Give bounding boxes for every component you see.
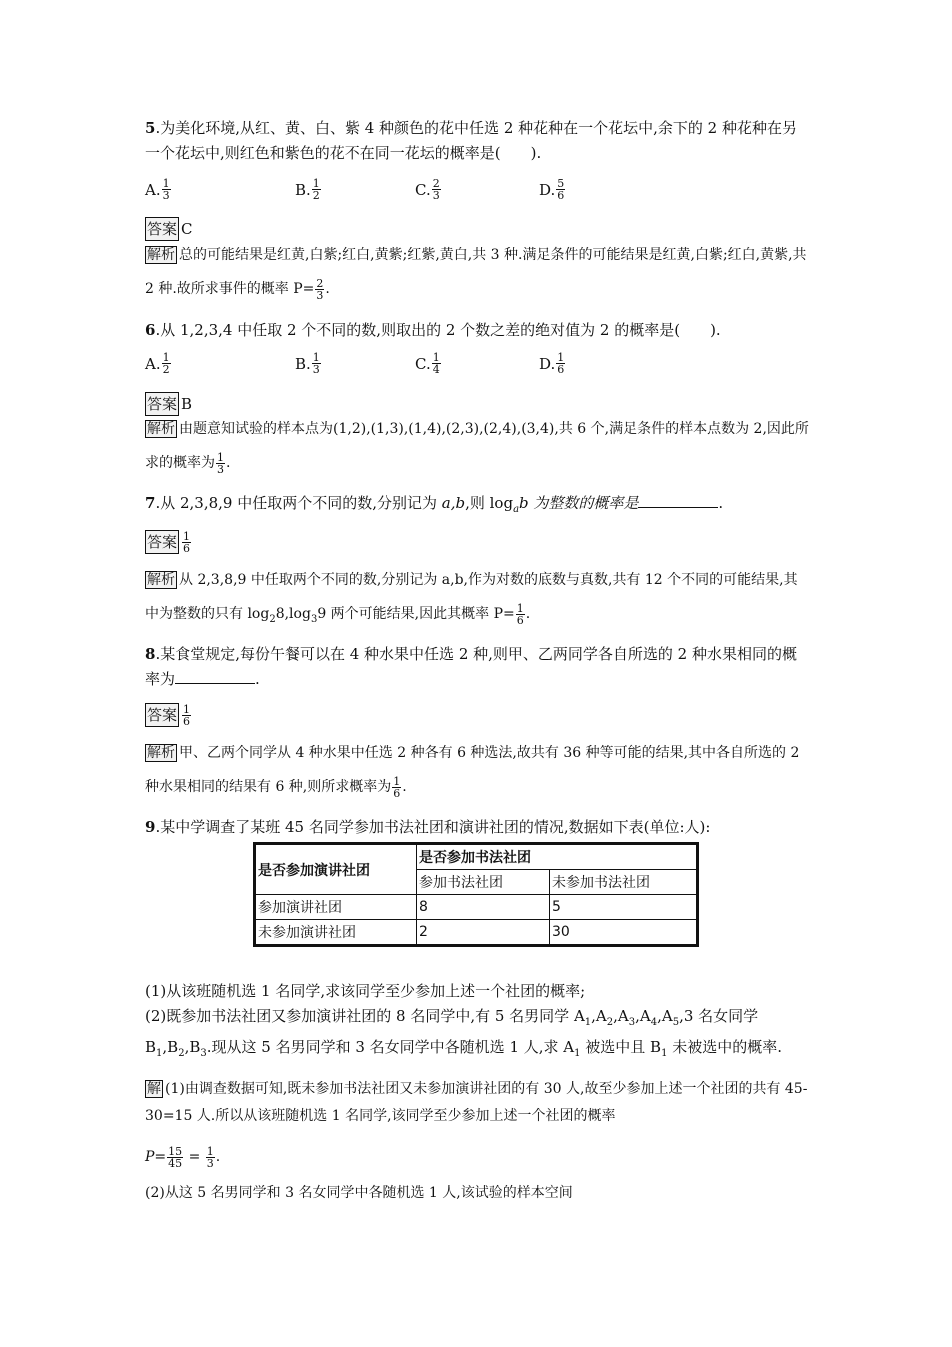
question-number: 6 [145,321,156,339]
question-number: 5 [145,119,156,137]
solution-tag: 解 [147,1081,161,1097]
solution-9-part-2: (2)从这 5 名男同学和 3 名女同学中各随机选 1 人,该试验的样本空间 [145,1185,573,1201]
part-1: (1)从该班随机选 1 名同学,求该同学至少参加上述一个社团的概率; [145,982,586,1000]
question-number: 7 [145,494,156,512]
answer-blank [638,493,718,508]
question-8: 8.某食堂规定,每份午餐可以在 4 种水果中任选 2 种,则甲、乙两同学各自所选的 2 种水果相同的概率为 . [145,645,797,688]
answer-tag: 答案 [145,217,179,241]
solution-text: 总的可能结果是红黄,白紫;红白,黄紫;红紫,黄白,共 3 种.满足条件的可能结果是红黄,白紫;红白,黄紫,共 2 种.故所求事件的概率 P= [145,247,807,297]
answer-7: 答案 $\frac{1}{6}$ [147,529,191,555]
table-col-header: 未参加书法社团 [550,870,698,895]
question-text: .某中学调查了某班 45 名同学参加书法社团和演讲社团的情况,数据如下表(单位:人): [155,818,711,836]
options-6 [145,352,810,382]
option-d: D. $\frac{5}{6}$ [539,177,565,202]
part-2: (2)既参加书法社团又参加演讲社团的 8 名同学中,有 5 名男同学 $A_1,A_2,A_3,A_4,A_5,3$ 名女同学 $B_1,B_2,B_3$.现从这 5 名男同学和 3 名女同学中各随机选 1 人,求 $A_1$ 被选中且 $B_1$ 未被选中的概率. [145,1007,782,1059]
table-col-header: 参加书法社团 [417,870,550,895]
question-number: 8 [145,645,156,663]
option-c: C. $\frac{1}{4}$ [415,351,440,376]
question-number: 9 [145,818,156,836]
question-9-parts [145,979,810,1066]
answer-value: C [181,220,193,238]
solution-9-formula: P= $\frac{15}{45}$ = $\frac{1}{3}$ . [145,1144,221,1170]
option-b: B. $\frac{1}{3}$ [295,351,320,376]
table-row: 参加演讲社团 8 5 [255,895,698,920]
table-corner: 是否参加演讲社团 [255,844,417,895]
answer-value: B [181,395,193,413]
options-5 [145,178,810,208]
question-6 [145,318,810,343]
option-b: B. $\frac{1}{2}$ [295,177,320,202]
solution-tag: 解析 [147,572,175,588]
option-a: A. $\frac{1}{2}$ [145,351,170,376]
question-9 [145,815,810,840]
answer-tag: 答案 [145,392,179,416]
table-top-header: 是否参加书法社团 [417,844,698,870]
solution-8: 解析 甲、乙两个同学从 4 种水果中任选 2 种各有 6 种选法,故共有 36 种等可能的结果,其中各自所选的 2 种水果相同的结果有 6 种,则所求概率为 $\frac{1}{6}$ . [145,745,800,800]
solution-7: 解析 从 2,3,8,9 中任取两个不同的数,分别记为 a,b,作为对数的底数与真数,共有 12 个不同的可能结果,其中为整数的只有 $\log_28,\log_39$ 两个可能结果,因此其概率 P= $\frac{1}{6}$ . [145,572,798,627]
solution-tag: 解析 [147,745,175,761]
question-text: .从 1,2,3,4 中任取 2 个不同的数,则取出的 2 个数之差的绝对值为 2 的概率是( ). [155,321,721,339]
solution-tag: 解析 [147,421,175,437]
option-c: C. $\frac{2}{3}$ [415,177,440,202]
question-text: .某食堂规定,每份午餐可以在 4 种水果中任选 2 种,则甲、乙两同学各自所选的 2 种水果相同的概率为 [145,645,797,688]
solution-5: 解析 总的可能结果是红黄,白紫;红白,黄紫;红紫,黄白,共 3 种.满足条件的可能结果是红黄,白紫;红白,黄紫,共 2 种.故所求事件的概率 P= $\frac{2}{3}$ . [145,247,807,302]
option-a: A. $\frac{1}{3}$ [145,177,170,202]
solution-tag: 解析 [147,247,175,263]
answer-blank [175,669,255,684]
option-d: D. $\frac{1}{6}$ [539,351,565,376]
question-5 [145,116,810,166]
table-row: 未参加演讲社团 2 30 [255,920,698,946]
solution-text: 由题意知试验的样本点为(1,2),(1,3),(1,4),(2,3),(2,4),(3,4),共 6 个,满足条件的样本点数为 2,因此所求的概率为 [145,421,809,471]
question-text: .为美化环境,从红、黄、白、紫 4 种颜色的花中任选 2 种花种在一个花坛中,余下的 2 种花种在另一个花坛中,则红色和紫色的花不在同一花坛的概率是( ). [145,119,797,162]
question-7: 7.从 2,3,8,9 中任取两个不同的数,分别记为 a,b,则 $\log_ab$ 为整数的概率是 . [145,494,724,515]
answer-tag: 答案 [145,530,179,554]
answer-8: 答案 $\frac{1}{6}$ [147,702,191,728]
solution-9: 解 (1)由调查数据可知,既未参加书法社团又未参加演讲社团的有 30 人,故至少参加上述一个社团的共有 45-30=15 人.所以从该班随机选 1 名同学,该同学至少参加上述一个社团的概率 [145,1081,808,1124]
solution-6: 解析 由题意知试验的样本点为(1,2),(1,3),(1,4),(2,3),(2,4),(3,4),共 6 个,满足条件的样本点数为 2,因此所求的概率为 $\frac{1}{3}$ . [145,421,809,476]
survey-table [253,842,699,947]
answer-tag: 答案 [145,703,179,727]
